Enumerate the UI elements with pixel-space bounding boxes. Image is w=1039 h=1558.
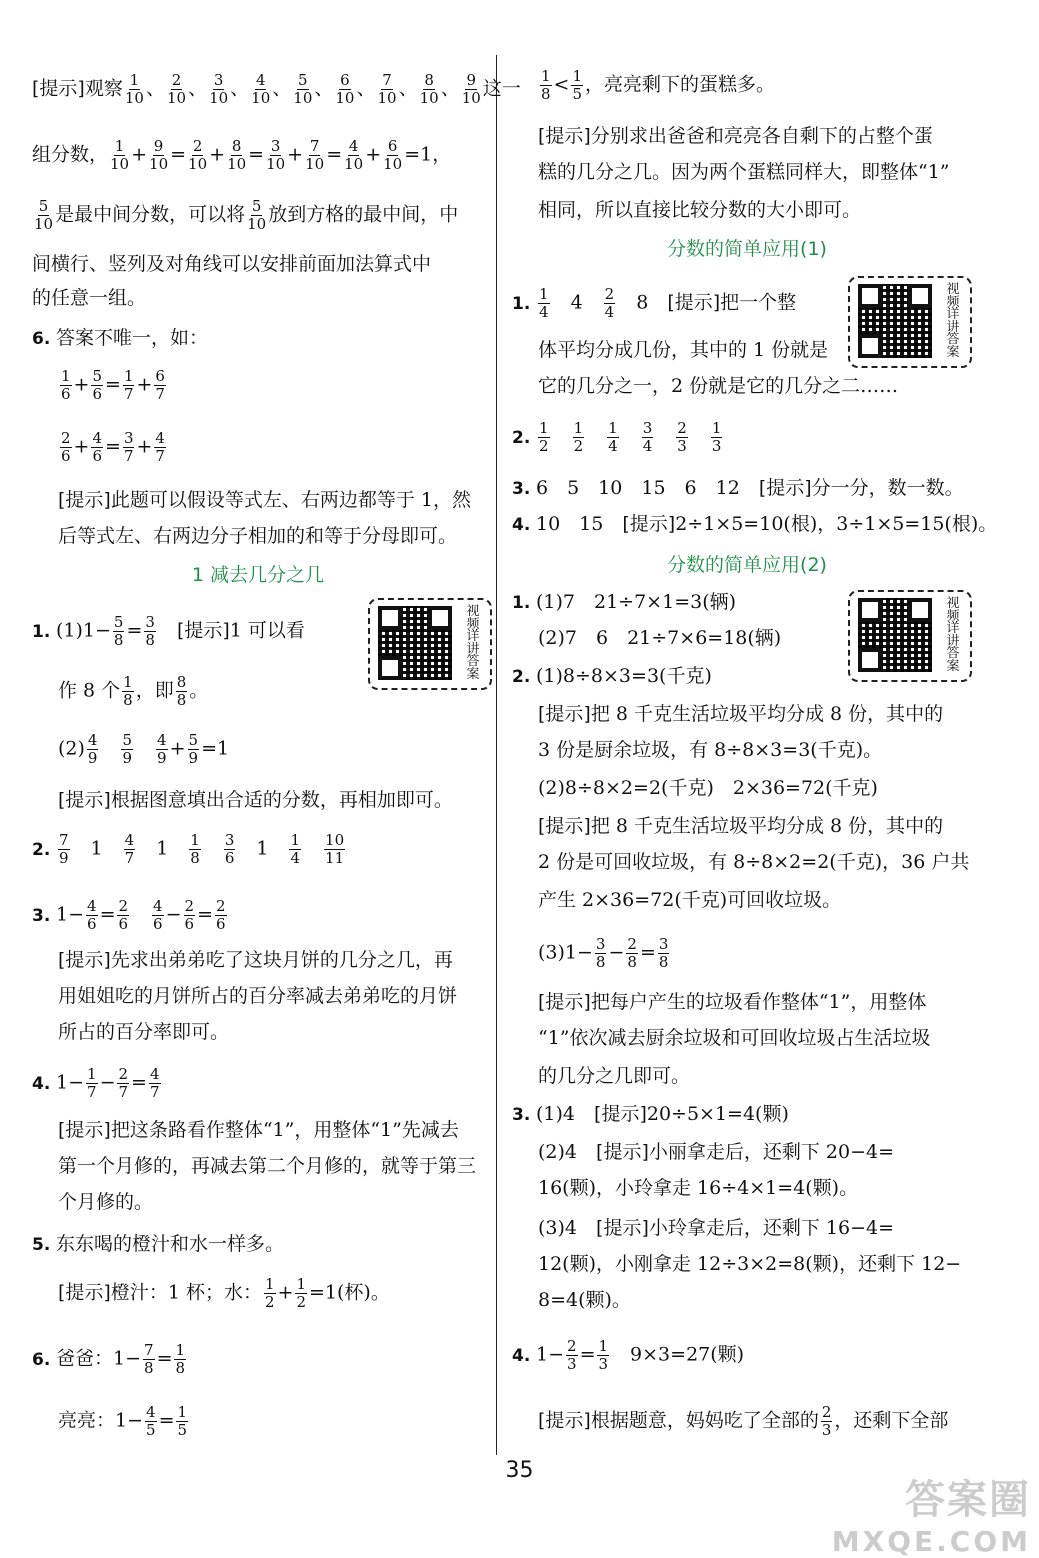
text-line: (2)7 6 21÷7×6=18(辆): [538, 627, 782, 649]
text-line: 个月修的。: [58, 1191, 154, 1213]
equation: $\frac{1}{6}$ + $\frac{5}{6}$ = $\frac{1}{7}$ + $\frac{6}{7}$: [61, 367, 165, 403]
hint: [提示]根据题意，妈妈吃了全部的 $\frac{2}{3}$ ，还剩下全部: [538, 1403, 949, 1439]
text-line: 体平均分成几份，其中的 1 份就是: [538, 339, 829, 361]
watermark: 答案圈 MXQE.COM: [831, 1477, 1031, 1558]
page-number: 35: [505, 1458, 534, 1483]
text-line: (2)4 [提示]小丽拿走后，还剩下 20−4=: [538, 1141, 895, 1163]
qr-code[interactable]: 视频详讲答案: [368, 598, 492, 690]
text-line: 2 份是可回收垃圾，有 8÷8×2=2(千克)，36 户共: [538, 851, 970, 873]
answer-2: 2. $\frac{1}{2}$ $\frac{1}{2}$ $\frac{1}{4}$ $\frac{3}{4}$ $\frac{2}{3}$ $\frac{1}{3}$: [512, 419, 722, 455]
b-answer-2: 2. (1)8÷8×3=3(千克): [512, 665, 712, 687]
question-1: 1. (1)1− $\frac{5}{8}$ = $\frac{3}{8}$ [提示]1 可以看: [32, 613, 305, 649]
text-line: “1”依次减去厨余垃圾和可回收垃圾占生活垃圾: [538, 1027, 931, 1049]
question-6b: 6. 爸爸：1− $\frac{7}{8}$ = $\frac{1}{8}$: [32, 1341, 186, 1377]
question-5: 5. 东东喝的橙汁和水一样多。: [32, 1233, 285, 1255]
column-divider: [496, 55, 497, 1455]
answer-4: 4. 10 15 [提示]2÷1×5=10(根)，3÷1×5=15(根)。: [512, 513, 998, 535]
equation: 亮亮：1− $\frac{4}{5}$ = $\frac{1}{5}$: [58, 1403, 188, 1439]
text-line: 的几分之几即可。: [538, 1065, 691, 1087]
hint-observe: [提示]观察 $\frac{1}{10}$ 、 $\frac{2}{10}$ 、 $\frac{3}{10}$ 、 $\frac{4}{10}$ 、 $\frac{5}{10}$ 、 $\frac{6}{10}$ 、 $\frac{7}{10}$ 、 $\frac{8}{10}$ 、 $\frac{9}{10}$ 这一: [32, 71, 521, 107]
b-answer-4: 4. 1− $\frac{2}{3}$ = $\frac{1}{3}$ 9×3=27(颗): [512, 1337, 745, 1373]
equation: $\frac{2}{6}$ + $\frac{4}{6}$ = $\frac{3}{7}$ + $\frac{4}{7}$: [61, 429, 165, 465]
text-line: 作 8 个 $\frac{1}{8}$ ，即 $\frac{8}{8}$ 。: [58, 673, 209, 709]
hint: [提示]把 8 千克生活垃圾平均分成 8 份，其中的: [538, 815, 944, 837]
text-line: 糕的几分之几。因为两个蛋糕同样大，即整体“1”: [538, 161, 950, 183]
text-line: 第一个月修的，再减去第二个月修的，就等于第三: [58, 1155, 477, 1177]
hint: [提示]分别求出爸爸和亮亮各自剩下的占整个蛋: [538, 125, 933, 147]
hint-label: [提示]: [32, 77, 85, 100]
answer-3: 3. 6 5 10 15 6 12 [提示]分一分，数一数。: [512, 477, 964, 499]
qr-code[interactable]: 视频详讲答案: [848, 276, 972, 368]
section-title: 1 减去几分之几: [191, 564, 325, 586]
text-line: 后等式左、右两边分子相加的和等于分母即可。: [58, 525, 458, 547]
text-line: 产生 2×36=72(千克)可回收垃圾。: [538, 889, 842, 911]
hint: [提示]把每户产生的垃圾看作整体“1”，用整体: [538, 991, 927, 1013]
answer-1: 1. $\frac{1}{4}$ 4 $\frac{2}{4}$ 8 [提示]把一个整: [512, 285, 797, 321]
text-line: (2)8÷8×2=2(千克) 2×36=72(千克): [538, 777, 878, 799]
section-title: 分数的简单应用(2): [667, 554, 827, 576]
hint: [提示]把 8 千克生活垃圾平均分成 8 份，其中的: [538, 703, 944, 725]
question-4: 4. 1− $\frac{1}{7}$ − $\frac{2}{7}$ = $\frac{4}{7}$: [32, 1065, 160, 1101]
hint: [提示]先求出弟弟吃了这块月饼的几分之几，再: [58, 949, 453, 971]
hint: [提示]把这条路看作整体“1”，用整体“1”先减去: [58, 1119, 459, 1141]
comparison: $\frac{1}{8}$ < $\frac{1}{5}$ ，亮亮剩下的蛋糕多。: [541, 67, 776, 103]
hint: [提示]橙汁：1 杯；水： $\frac{1}{2}$ + $\frac{1}{2}$ =1(杯)。: [58, 1275, 390, 1311]
middle-fraction-text: $\frac{5}{10}$ 是最中间分数，可以将 $\frac{5}{10}$ 放到方格的最中间，中: [34, 197, 459, 233]
text-line: 相同，所以直接比较分数的大小即可。: [538, 199, 862, 221]
b-answer-1: 1. (1)7 21÷7×1=3(辆): [512, 591, 737, 613]
b-answer-3: 3. (1)4 [提示]20÷5×1=4(颗): [512, 1103, 789, 1125]
equation: (2) $\frac{4}{9}$ $\frac{5}{9}$ $\frac{4}{9}$ + $\frac{5}{9}$ =1: [58, 731, 230, 767]
question-6: 6. 答案不唯一，如：: [32, 327, 209, 349]
text-line: 用姐姐吃的月饼所占的百分率减去弟弟吃的月饼: [58, 985, 458, 1007]
text-line: 16(颗)，小玲拿走 16÷4×1=4(颗)。: [538, 1177, 859, 1199]
text-line: 间横行、竖列及对角线可以安排前面加法算式中: [32, 253, 432, 275]
fraction-sums: 组分数， $\frac{1}{10}$ + $\frac{9}{10}$ = $\frac{2}{10}$ + $\frac{8}{10}$ = $\frac{3}{10}$ + $\frac{7}{10}$ = $\frac{4}{10}$ + $\frac{6}{10}$ =1，: [32, 137, 452, 173]
section-title: 分数的简单应用(1): [667, 238, 827, 260]
qr-code[interactable]: 视频详讲答案: [848, 590, 972, 682]
question-3: 3. 1− $\frac{4}{6}$ = $\frac{2}{6}$ $\frac{4}{6}$ − $\frac{2}{6}$ = $\frac{2}{6}$: [32, 897, 226, 933]
hint: [提示]根据图意填出合适的分数，再相加即可。: [58, 789, 453, 811]
text-line: 3 份是厨余垃圾，有 8÷8×3=3(千克)。: [538, 739, 883, 761]
hint: [提示]此题可以假设等式左、右两边都等于 1，然: [58, 489, 471, 511]
equation: (3)1− $\frac{3}{8}$ − $\frac{2}{8}$ = $\frac{3}{8}$: [538, 935, 669, 971]
text-line: 所占的百分率即可。: [58, 1021, 230, 1043]
text-line: 12(颗)，小刚拿走 12÷3×2=8(颗)，还剩下 12−: [538, 1253, 962, 1275]
text-line: 的任意一组。: [32, 287, 147, 309]
text-line: 8=4(颗)。: [538, 1289, 631, 1311]
question-2: 2. $\frac{7}{9}$ 1 $\frac{4}{7}$ 1 $\frac{1}{8}$ $\frac{3}{6}$ 1 $\frac{1}{4}$ $\frac{10}{11}$: [32, 831, 345, 867]
text-line: 它的几分之一，2 份就是它的几分之二……: [538, 375, 899, 397]
text-line: (3)4 [提示]小玲拿走后，还剩下 16−4=: [538, 1217, 895, 1239]
